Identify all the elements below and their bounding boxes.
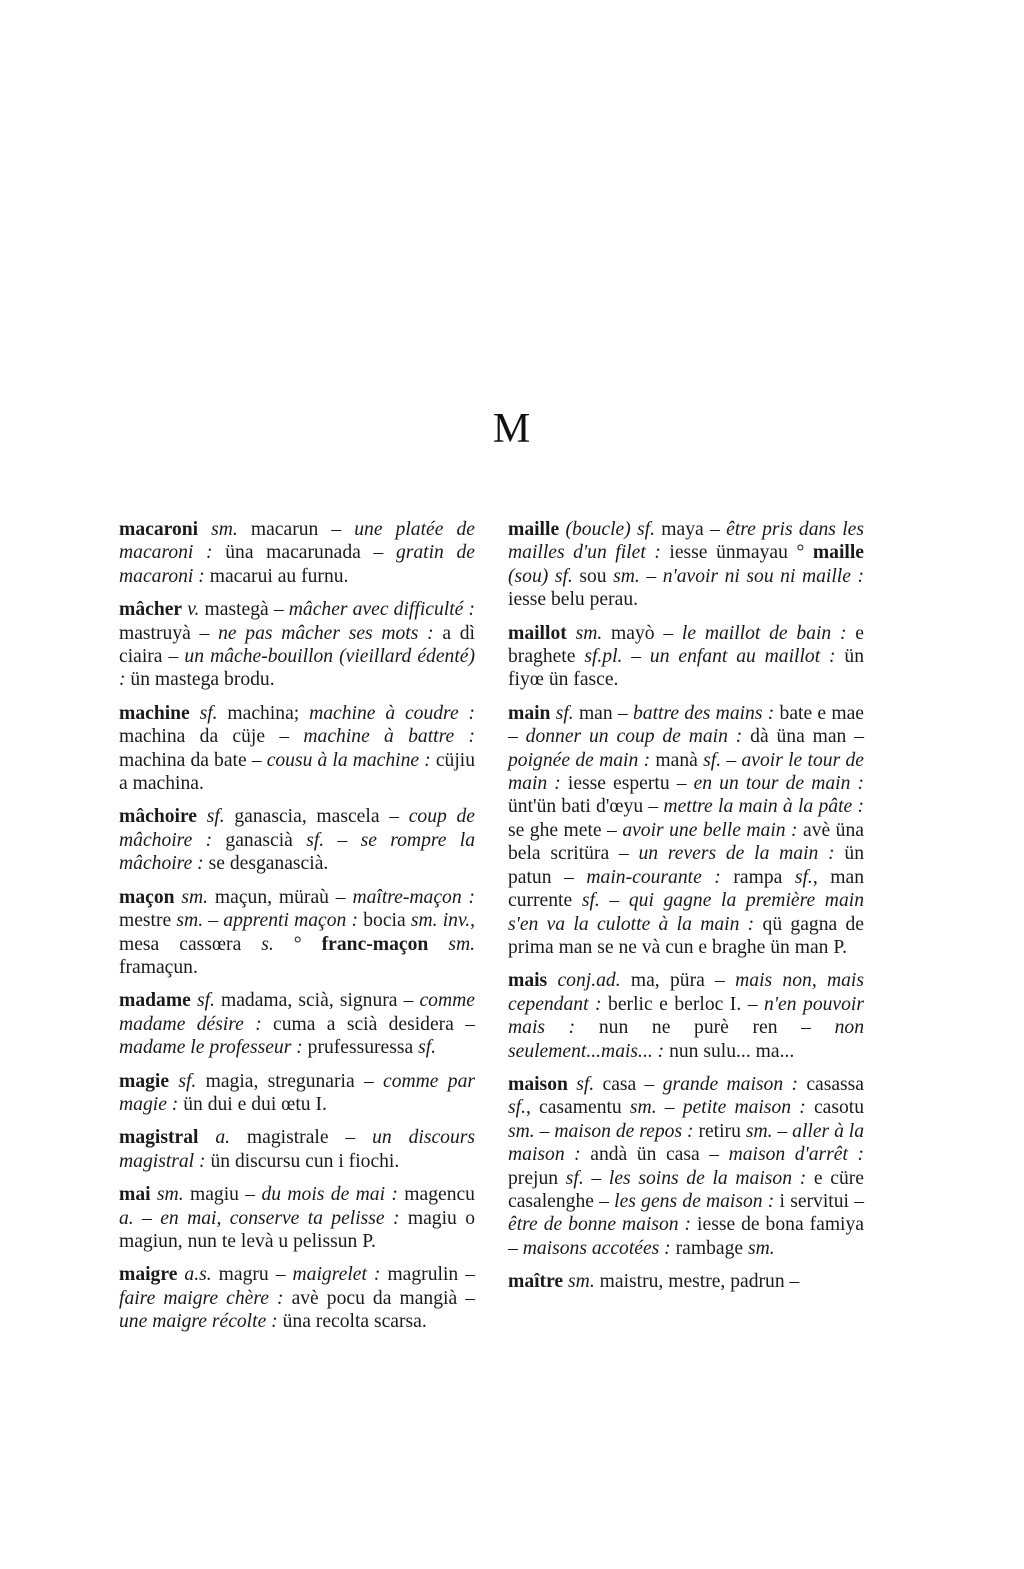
entry-text: – bbox=[772, 1120, 793, 1142]
entry-text: – bbox=[583, 1167, 609, 1189]
entry-italic-text: aller à la maison : bbox=[508, 1120, 865, 1166]
entry-italic-text: maison de repos : bbox=[554, 1120, 694, 1142]
dictionary-entry-magistral bbox=[119, 1126, 475, 1173]
entry-text bbox=[568, 1074, 576, 1095]
entry-headword: maçon bbox=[119, 886, 175, 908]
entry-text: ün dui e dui œtu I. bbox=[178, 1093, 327, 1115]
entry-italic-text: être de bonne maison : bbox=[508, 1214, 692, 1236]
entry-text: – bbox=[534, 1120, 555, 1142]
entry-text: rambage bbox=[670, 1237, 748, 1259]
entry-text bbox=[169, 1071, 178, 1092]
entry-italic-text: main-courante : bbox=[586, 866, 721, 888]
entry-italic-text: v. bbox=[187, 599, 200, 621]
entry-headword: maille bbox=[508, 519, 560, 540]
entry-text: i servitui – bbox=[774, 1190, 864, 1212]
entry-italic-text: un discours magistral : bbox=[119, 1127, 475, 1172]
entry-italic-text: grande maison : bbox=[662, 1073, 798, 1095]
entry-italic-text: les gens de maison : bbox=[614, 1190, 775, 1212]
entry-text: ün discursu cun i fiochi. bbox=[205, 1150, 400, 1172]
entry-text: magencu bbox=[397, 1184, 475, 1206]
dictionary-entry-macaroni bbox=[119, 518, 475, 588]
entry-text bbox=[428, 934, 448, 955]
entry-text: iesse ünmayau ° bbox=[660, 542, 813, 564]
entry-text: magistrale – bbox=[230, 1127, 373, 1149]
dictionary-entry-machoire bbox=[119, 805, 475, 875]
dictionary-entry-mai bbox=[119, 1183, 475, 1253]
entry-headword: main bbox=[508, 702, 551, 724]
entry-italic-text: le maillot de bain : bbox=[681, 622, 847, 644]
entry-italic-text: une maigre récolte : bbox=[119, 1311, 278, 1333]
entry-headword: maille bbox=[812, 542, 864, 564]
entry-text: qü gagna de prima man se ne và cun e braghe ün man P. bbox=[508, 913, 864, 958]
entry-italic-text: madame le professeur : bbox=[119, 1037, 303, 1059]
entry-text: se desganascià. bbox=[203, 853, 329, 875]
dictionary-entry-main bbox=[508, 702, 864, 959]
entry-text: macarui au furnu. bbox=[204, 565, 349, 587]
entry-text: machina da bate – bbox=[119, 749, 267, 771]
entry-text: maya – bbox=[655, 519, 727, 540]
entry-text: nun ne purè ren – bbox=[575, 1017, 835, 1039]
entry-text: man – bbox=[573, 702, 633, 724]
entry-italic-text: en un tour de main : bbox=[693, 773, 864, 795]
dictionary-entry-machine bbox=[119, 702, 475, 796]
entry-italic-text: un enfant au maillot : bbox=[649, 646, 836, 668]
column-left bbox=[119, 518, 475, 1344]
entry-text bbox=[567, 623, 576, 644]
entry-headword: mâchoire bbox=[119, 806, 197, 828]
entry-italic-text: petite maison : bbox=[682, 1097, 806, 1119]
entry-italic-text: mettre la main à la pâte : bbox=[663, 796, 864, 818]
entry-text: cüjiu a machina. bbox=[119, 749, 476, 795]
entry-text: ganascià bbox=[212, 829, 307, 851]
entry-text: ünt'ün bati d'œyu – bbox=[508, 796, 664, 818]
entry-italic-text: sm. bbox=[575, 622, 603, 644]
entry-text: e cüre casalenghe – bbox=[508, 1167, 864, 1212]
entry-text: dà üna man – bbox=[742, 726, 864, 748]
entry-text: magiu o magiun, nun te levà u pelissun P. bbox=[119, 1207, 476, 1252]
entry-italic-text: a.s. bbox=[184, 1264, 212, 1286]
entry-italic-text: les soins de la maison : bbox=[608, 1167, 807, 1189]
entry-italic-text: sf.pl. bbox=[584, 646, 623, 668]
entry-text: magrulin – bbox=[380, 1264, 475, 1286]
dictionary-entry-magie bbox=[119, 1070, 475, 1117]
entry-italic-text: poignée de main : bbox=[508, 749, 651, 771]
entry-text: , mesa cassœra bbox=[119, 910, 475, 955]
entry-text: – bbox=[639, 565, 663, 587]
entry-text: bocia bbox=[358, 910, 411, 932]
entry-text: ün patun – bbox=[508, 843, 864, 888]
entry-text: ° bbox=[273, 933, 322, 955]
entry-text: – bbox=[133, 1207, 161, 1229]
entry-italic-text: sm. inv. bbox=[410, 910, 471, 932]
entry-text: mastruyà – bbox=[119, 622, 219, 644]
entry-italic-text: sf. bbox=[178, 1070, 197, 1092]
entry-italic-text: maisons accotées : bbox=[522, 1237, 671, 1259]
entry-text: andà ün casa – bbox=[580, 1144, 729, 1166]
entry-italic-text: sm. bbox=[176, 910, 204, 932]
entry-italic-text: sf. bbox=[418, 1037, 437, 1059]
entry-text bbox=[190, 703, 200, 724]
entry-italic-text: sf. bbox=[576, 1073, 595, 1095]
entry-italic-text: battre des mains : bbox=[632, 702, 775, 724]
entry-italic-text: (boucle) sf. bbox=[565, 519, 655, 540]
entry-italic-text: cousu à la machine : bbox=[266, 749, 431, 771]
entry-text bbox=[198, 1127, 215, 1148]
entry-italic-text: qui gagne la première main s'en va la culotte à la main : bbox=[508, 890, 864, 935]
entry-italic-text: sf. bbox=[703, 749, 722, 771]
entry-text: mayò – bbox=[602, 622, 682, 644]
entry-italic-text: s. bbox=[261, 933, 274, 955]
entry-headword: maître bbox=[508, 1271, 564, 1293]
dictionary-entry-macher bbox=[119, 598, 475, 692]
dictionary-entry-maigre bbox=[119, 1263, 475, 1333]
entry-text bbox=[547, 970, 557, 991]
entry-italic-text: sm. bbox=[508, 1120, 535, 1142]
entry-text: ma, püra – bbox=[620, 970, 736, 992]
entry-italic-text: sf. bbox=[199, 702, 218, 724]
entry-italic-text: sm. bbox=[629, 1097, 657, 1119]
entry-text: madama, scià, signura – bbox=[214, 990, 420, 1012]
entry-headword: machine bbox=[119, 702, 190, 724]
entry-headword: maison bbox=[508, 1073, 568, 1095]
entry-italic-text: coup de mâchoire : bbox=[119, 806, 475, 851]
entry-italic-text: faire maigre chère : bbox=[119, 1287, 284, 1309]
entry-italic-text: comme madame désire : bbox=[119, 990, 475, 1035]
entry-italic-text: n'en pouvoir mais : bbox=[508, 993, 864, 1039]
entry-italic-text: mais non, mais cependant : bbox=[508, 970, 865, 1015]
section-letter: M bbox=[492, 406, 532, 452]
entry-italic-text: un revers de la main : bbox=[638, 843, 835, 865]
entry-text: se ghe mete – bbox=[508, 819, 623, 841]
entry-italic-text: n'avoir ni sou ni maille : bbox=[662, 565, 865, 587]
entry-text: macarun – bbox=[237, 519, 355, 540]
entry-text: – bbox=[203, 910, 224, 932]
entry-italic-text: donner un coup de main : bbox=[525, 726, 743, 748]
entry-text bbox=[198, 519, 211, 540]
entry-text: prejun bbox=[508, 1167, 566, 1189]
entry-text: , man currente bbox=[508, 866, 864, 912]
entry-text: machina; bbox=[217, 702, 310, 724]
entry-text: – bbox=[721, 749, 742, 771]
entry-text bbox=[197, 806, 207, 827]
entry-text: manà bbox=[650, 749, 704, 771]
entry-text: mestre bbox=[119, 910, 177, 932]
entry-italic-text: mâcher avec difficulté : bbox=[288, 599, 475, 621]
entry-italic-text: sf. bbox=[555, 702, 574, 724]
dictionary-entry-maitre bbox=[508, 1270, 864, 1293]
entry-italic-text: sm. bbox=[448, 933, 475, 955]
entry-text: cuma a scià desidera – bbox=[261, 1013, 475, 1035]
entry-italic-text: maison d'arrêt : bbox=[728, 1144, 864, 1166]
entry-italic-text: sf. bbox=[206, 806, 225, 828]
entry-headword: magistral bbox=[119, 1127, 199, 1149]
entry-italic-text: machine à coudre : bbox=[309, 702, 476, 724]
entry-italic-text: (sou) sf. bbox=[508, 565, 573, 587]
entry-text: – bbox=[599, 890, 629, 912]
entry-text: retiru bbox=[693, 1120, 746, 1142]
entry-headword: madame bbox=[119, 990, 191, 1012]
entry-italic-text: a. bbox=[119, 1207, 134, 1229]
entry-headword: macaroni bbox=[119, 519, 199, 540]
entry-text: a dì ciaira – bbox=[119, 622, 475, 668]
entry-italic-text: sf. bbox=[306, 829, 325, 851]
entry-text: iesse de bona famiya – bbox=[508, 1214, 864, 1259]
entry-italic-text: gratin de macaroni : bbox=[119, 542, 475, 587]
entry-italic-text: sf. bbox=[508, 1097, 526, 1119]
entry-text: , casamentu bbox=[525, 1097, 630, 1119]
dictionary-entry-madame bbox=[119, 989, 475, 1059]
entry-italic-text: se rompre la mâchoire : bbox=[119, 829, 476, 875]
entry-text: üna recolta scarsa. bbox=[277, 1311, 427, 1333]
entry-italic-text: apprenti maçon : bbox=[223, 910, 359, 932]
entry-text: prufessuressa bbox=[302, 1037, 419, 1059]
entry-italic-text: avoir le tour de main : bbox=[508, 749, 864, 795]
entry-text: nun sulu... ma... bbox=[664, 1040, 795, 1062]
entry-italic-text: en mai, conserve ta pelisse : bbox=[160, 1207, 400, 1229]
entry-italic-text: sm. bbox=[211, 519, 238, 540]
entry-italic-text: sm. bbox=[181, 886, 209, 908]
entry-text: – bbox=[622, 646, 650, 668]
entry-italic-text: sm. bbox=[613, 565, 640, 587]
entry-text: casotu bbox=[805, 1097, 865, 1119]
entry-text: maçun, müraù – bbox=[208, 886, 353, 908]
dictionary-entry-macon bbox=[119, 886, 475, 980]
entry-text: berlic e berloc I. – bbox=[601, 993, 765, 1015]
entry-headword: mâcher bbox=[119, 599, 183, 621]
entry-italic-text: sf. bbox=[565, 1167, 584, 1189]
entry-italic-text: sm. bbox=[156, 1184, 184, 1206]
entry-italic-text: non seulement...mais... : bbox=[508, 1017, 864, 1062]
entry-italic-text: maigrelet : bbox=[292, 1264, 381, 1286]
entry-italic-text: sf. bbox=[794, 866, 813, 888]
entry-italic-text: comme par magie : bbox=[119, 1070, 475, 1115]
entry-headword: mais bbox=[508, 970, 548, 992]
entry-italic-text: du mois de mai : bbox=[261, 1184, 398, 1206]
entry-italic-text: sm. bbox=[747, 1237, 775, 1259]
dictionary-entry-maillot bbox=[508, 622, 864, 692]
entry-italic-text: a. bbox=[215, 1127, 231, 1149]
entry-text: casa – bbox=[594, 1073, 663, 1095]
entry-text: framaçun. bbox=[119, 956, 198, 978]
dictionary-entry-maison bbox=[508, 1073, 864, 1260]
entry-italic-text: une platée de macaroni : bbox=[119, 519, 475, 564]
entry-italic-text: sf. bbox=[581, 890, 600, 912]
entry-text: iesse belu perau. bbox=[508, 589, 639, 611]
entry-text: ün mastega brodu. bbox=[125, 669, 275, 691]
entry-text: bate e mae – bbox=[508, 702, 864, 748]
entry-text: rampa bbox=[720, 866, 795, 888]
entry-text: ün fiyœ ün fasce. bbox=[508, 646, 864, 691]
entry-headword: mai bbox=[119, 1184, 151, 1206]
entry-text: mastegà – bbox=[199, 599, 289, 621]
entry-text: avè üna bela scritüra – bbox=[508, 819, 864, 865]
entry-italic-text: machine à battre : bbox=[303, 726, 475, 748]
entry-text: magia, stregunaria – bbox=[196, 1070, 384, 1092]
entry-text: sou bbox=[572, 565, 614, 587]
entry-headword: maillot bbox=[508, 622, 567, 644]
entry-text: magru – bbox=[211, 1264, 293, 1286]
entry-text: e braghete bbox=[508, 622, 864, 668]
column-right bbox=[508, 518, 864, 1304]
entry-italic-text: ne pas mâcher ses mots : bbox=[218, 622, 434, 644]
entry-italic-text: sm. bbox=[568, 1271, 595, 1293]
entry-text: avè pocu da mangià – bbox=[283, 1287, 475, 1309]
entry-headword: magie bbox=[119, 1070, 170, 1092]
entry-headword: franc-maçon bbox=[321, 933, 429, 955]
entry-text: – bbox=[656, 1097, 683, 1119]
entry-text: casassa bbox=[798, 1073, 864, 1095]
entry-italic-text: maître-maçon : bbox=[352, 886, 475, 908]
dictionary-entry-mais bbox=[508, 969, 864, 1063]
entry-text: maistru, mestre, padrun – bbox=[594, 1271, 800, 1293]
entry-text: iesse espertu – bbox=[560, 773, 694, 795]
entry-italic-text: sf. bbox=[196, 990, 215, 1012]
entry-italic-text: avoir une belle main : bbox=[622, 819, 798, 841]
entry-headword: maigre bbox=[119, 1264, 178, 1286]
entry-text: machina da cüje – bbox=[119, 726, 304, 748]
entry-italic-text: être pris dans les mailles d'un filet : bbox=[508, 519, 864, 564]
entry-italic-text: sm. bbox=[745, 1120, 773, 1142]
entry-text: magiu – bbox=[183, 1184, 262, 1206]
entry-text: ganascia, mascela – bbox=[224, 806, 409, 828]
dictionary-entry-maille bbox=[508, 518, 864, 612]
entry-italic-text: conj.ad. bbox=[557, 970, 621, 992]
entry-text: üna macarunada – bbox=[212, 542, 396, 564]
entry-text: – bbox=[324, 829, 361, 851]
entry-italic-text: un mâche-bouillon (vieillard édenté) : bbox=[119, 646, 475, 691]
